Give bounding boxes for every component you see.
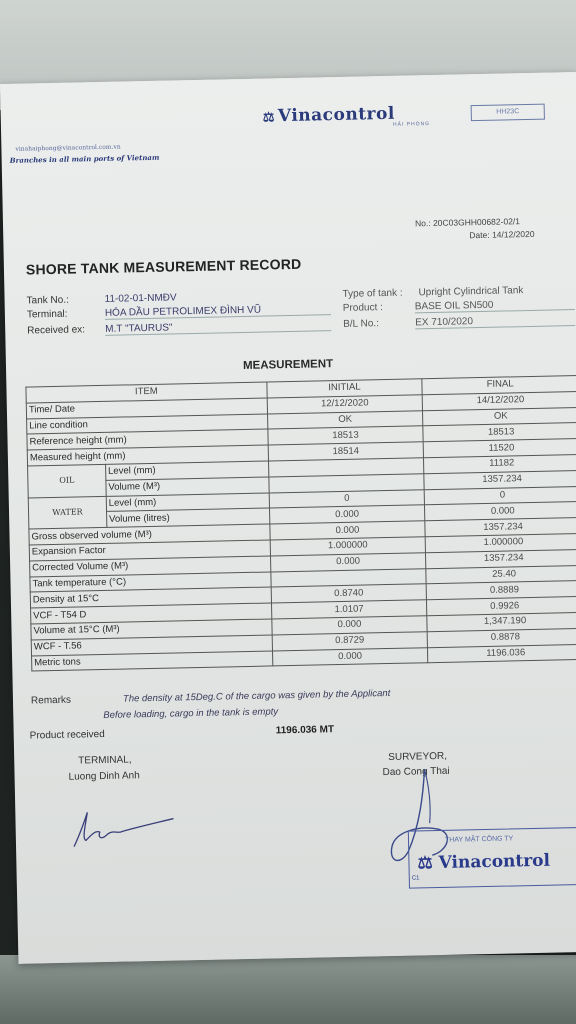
row-item: Expansion Factor [29,540,270,561]
oil-group-label: OIL [28,464,107,497]
stamp-brand: Vinacontrol [438,850,551,874]
row-initial: 18513 [267,426,423,445]
logo-subtitle: HẢI PHÒNG [392,121,431,128]
row-initial: 0.8729 [272,631,428,650]
document-date: Date: 14/12/2020 [469,228,535,241]
stamp-top-text: THAY MẶT CÔNG TY [444,835,514,844]
row-final: 25.40 [426,565,576,584]
row-final: 14/12/2020 [422,391,576,410]
row-item: Metric tons [32,651,273,672]
row-initial: 12/12/2020 [267,395,423,414]
col-header-item: ITEM [26,382,267,403]
water-level-label: Level (mm) [106,493,269,512]
form-code-box: HH23C [471,104,545,122]
terminal-signatory-name: Luong Dinh Anh [68,770,140,783]
tank-type-label: Type of tank : [342,287,403,300]
row-initial: 0.8740 [271,584,427,603]
oil-volume-label: Volume (M³) [106,477,269,496]
tank-no-value: 11-02-01-NMĐV [104,292,177,305]
terminal-signature-label: TERMINAL, [78,754,132,767]
tank-type-value: Upright Cylindrical Tank [418,285,524,299]
oil-level-final: 11182 [424,454,576,473]
col-header-final: FINAL [422,375,576,394]
water-level-initial: 0 [269,489,425,508]
product-label: Product : [342,302,383,314]
row-item: Measured height (mm) [27,445,268,466]
row-item: Gross observed volume (M³) [29,524,270,545]
row-item: Line condition [27,414,268,435]
row-final: 1196.036 [428,644,576,663]
remarks-line-2: Before loading, cargo in the tank is empty [103,706,279,722]
water-volume-final: 0.000 [425,502,576,521]
remarks-line-1: The density at 15Deg.C of the cargo was given by the Applicant [122,687,391,705]
background-bottom [0,955,576,1024]
row-item: Time/ Date [26,398,267,419]
document-page [0,72,576,964]
row-initial: 0.000 [272,647,428,666]
vinacontrol-logo [263,104,395,127]
row-initial: 0.000 [269,521,425,540]
col-header-initial: INITIAL [267,379,423,398]
row-item: Reference height (mm) [27,429,268,450]
bl-label: B/L No.: [343,318,380,330]
terminal-signature [65,802,186,855]
row-initial: 18514 [268,442,424,461]
row-item: WCF - T.56 [31,635,272,656]
page-title: SHORE TANK MEASUREMENT RECORD [25,255,302,278]
scale-icon: ⚖ [417,853,433,874]
company-stamp [408,827,576,889]
received-label: Received ex: [27,324,86,337]
water-volume-label: Volume (litres) [106,508,269,527]
terminal-value: HÓA DẦU PETROLIMEX ĐÌNH VŨ [105,303,331,320]
product-received-value: 1196.036 MT [275,724,335,737]
oil-level-label: Level (mm) [105,461,268,480]
tank-no-label: Tank No.: [26,294,69,307]
surveyor-signature-label: SURVEYOR, [388,750,448,764]
received-value: M.T "TAURUS" [105,319,331,336]
header-email: vinahaiphong@vinacontrol.com.vn [15,143,121,153]
row-initial: 0.000 [271,616,427,635]
oil-volume-final: 1357.234 [424,470,576,489]
row-final: 1357.234 [426,549,576,568]
row-final: 1,347.190 [427,612,576,631]
row-initial: OK [267,410,423,429]
row-final: 1.000000 [425,533,576,552]
surveyor-signatory-name: Dao Cong Thai [382,765,450,779]
row-item: Volume at 15°C (M³) [31,619,272,640]
product-value: BASE OIL SN500 [415,298,575,313]
row-initial: 1.0107 [271,600,427,619]
row-final: 0.8889 [426,581,576,600]
row-item: Tank temperature (°C) [30,572,271,593]
water-volume-initial: 0.000 [269,505,425,524]
stamp-logo [417,851,550,874]
product-received-label: Product received [29,728,105,742]
row-initial: 0.000 [270,552,426,571]
row-final: 18513 [423,423,576,442]
document-number: No.: 20C03GHH00682-02/1 [414,216,521,229]
row-final: 0.9926 [427,597,576,616]
water-group-label: WATER [28,496,107,529]
scale-icon: ⚖ [262,110,276,126]
bl-value: EX 710/2020 [415,314,575,329]
row-item: VCF - T54 D [31,603,272,624]
row-item: Corrected Volume (M³) [30,556,271,577]
row-initial: 1.000000 [270,537,426,556]
row-item: Density at 15°C [30,587,271,608]
water-level-final: 0 [424,486,576,505]
terminal-label: Terminal: [26,308,68,321]
measurement-title: MEASUREMENT [242,358,334,373]
header-branches: Branches in all main ports of Vietnam [9,152,160,165]
remarks-label: Remarks [30,694,72,707]
stamp-code: C1 [411,875,420,882]
logo-text: Vinacontrol [277,103,396,127]
row-final: 0.8878 [427,628,576,647]
measurement-table [25,375,576,672]
row-final: OK [423,407,576,426]
row-final: 1357.234 [425,518,576,537]
row-final: 11520 [423,439,576,458]
